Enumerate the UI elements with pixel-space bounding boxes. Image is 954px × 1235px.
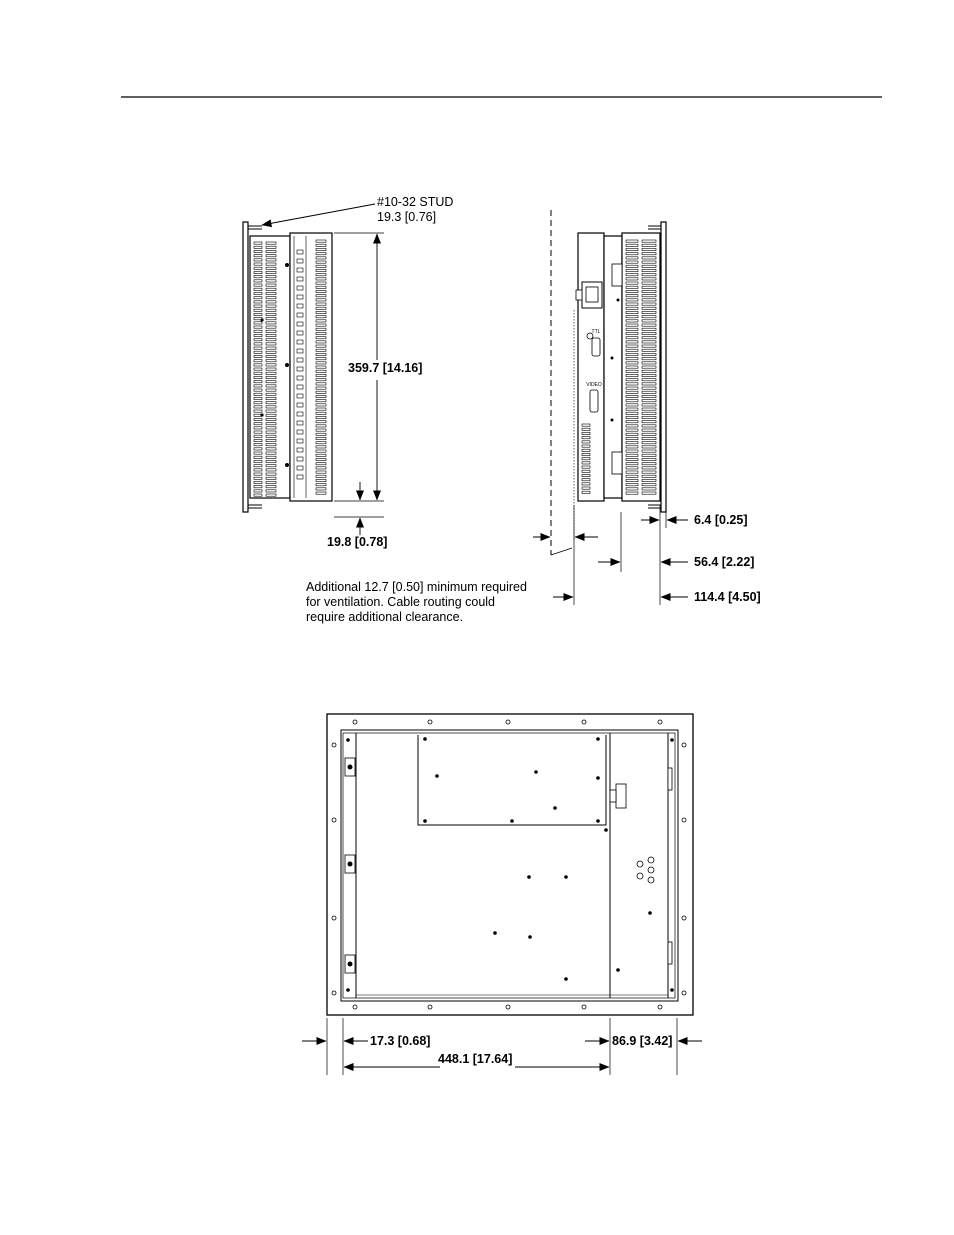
stud-leader — [262, 204, 375, 225]
ttl-port-label: TTL — [591, 329, 601, 335]
side-bezel — [243, 222, 248, 512]
rear-view — [302, 714, 702, 1075]
video-port-label: VIDEO — [586, 382, 602, 388]
bezel-dim: 19.8 [0.78] — [327, 535, 388, 549]
ttl-port — [592, 338, 600, 356]
rear-side-bezel — [661, 222, 666, 512]
video-port — [590, 390, 598, 412]
ventilation-note-line1: Additional 12.7 [0.50] minimum required — [306, 580, 527, 594]
stud-label-line1: #10-32 STUD — [377, 195, 454, 209]
body-dim: 56.4 [2.22] — [694, 555, 755, 569]
width-dim: 448.1 [17.64] — [438, 1052, 513, 1066]
rear-side-view — [306, 210, 761, 624]
ventilation-note-line3: require additional clearance. — [306, 610, 464, 624]
side-view — [243, 195, 453, 549]
height-dim: 359.7 [14.16] — [348, 361, 423, 375]
ventilation-note-line2: for ventilation. Cable routing could — [306, 595, 496, 609]
depth-dim: 114.4 [4.50] — [694, 590, 761, 604]
stud-label-line2: 19.3 [0.76] — [377, 210, 437, 224]
flange-dim: 6.4 [0.25] — [694, 513, 748, 527]
left-margin-dim: 17.3 [0.68] — [370, 1034, 431, 1048]
right-margin-dim: 86.9 [3.42] — [612, 1034, 673, 1048]
